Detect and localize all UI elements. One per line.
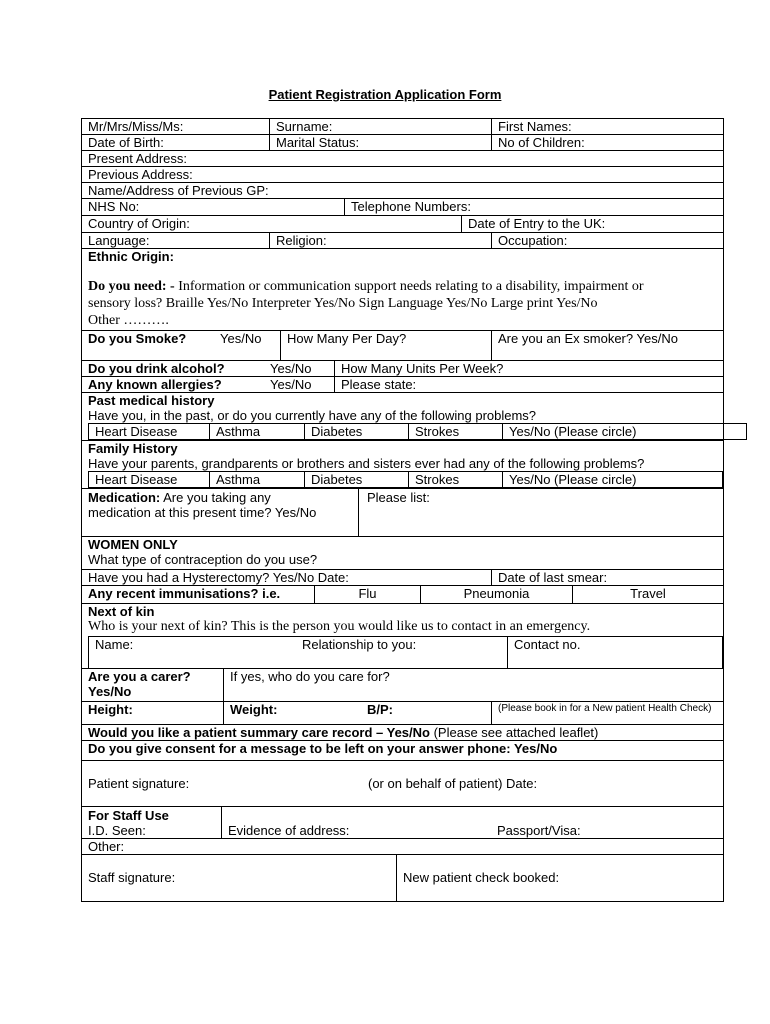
registration-form [81,118,724,902]
medication-list-field[interactable]: Please list: [358,489,723,536]
carer-label: Are you a carer? [88,669,191,684]
row-summary-care [82,725,723,741]
pneumonia-option[interactable]: Pneumonia [420,586,572,603]
row-medication [82,489,723,537]
smoke-yes-no[interactable]: Yes/No [220,331,262,346]
allergies-state-field[interactable]: Please state: [334,377,723,392]
other-field[interactable]: Other: [88,839,125,854]
family-heart-disease[interactable]: Heart Disease [95,472,178,487]
row-previous-address [82,167,723,183]
height-field[interactable]: Height: [88,702,133,717]
next-of-kin-question: Who is your next of kin? This is the person you would like us to contact in an emergency. [88,619,591,634]
immunisations-label: Any recent immunisations? i.e. [88,586,281,601]
ethnic-origin-label[interactable]: Ethnic Origin: [88,249,174,264]
row-consent [82,741,723,761]
flu-option[interactable]: Flu [314,586,420,603]
kin-name-field[interactable]: Name: [95,637,134,652]
allergies-label: Any known allergies? [88,377,222,392]
medication-label: Medication: [88,490,161,505]
previous-address-field[interactable]: Previous Address: [88,167,193,182]
support-needs-line-1 [88,279,719,295]
row-country [82,216,723,233]
row-allergies [82,377,723,393]
staff-use-heading: For Staff Use [88,808,169,823]
family-strokes[interactable]: Strokes [408,472,502,487]
family-history-heading: Family History [88,441,178,456]
contraception-question[interactable]: What type of contraception do you use? [88,552,318,567]
occupation-field[interactable]: Occupation: [491,233,723,248]
nhs-number-field[interactable]: NHS No: [88,199,140,214]
support-needs-line-2[interactable]: sensory loss? Braille Yes/No Interpreter Yes/No Sign Language Yes/No Large print Yes/No [88,296,598,311]
past-yes-no-circle[interactable]: Yes/No (Please circle) [502,424,746,439]
country-origin-field[interactable]: Country of Origin: [88,216,190,231]
row-staff-use [82,807,723,839]
signature-date-field[interactable]: (or on behalf of patient) Date: [368,776,538,791]
row-carer [82,669,723,702]
alcohol-yes-no[interactable]: Yes/No [270,361,312,376]
summary-care-label: Would you like a patient summary care record – Yes/No [88,725,430,740]
health-check-note: (Please book in for a New patient Health Check) [491,702,723,724]
first-names-field[interactable]: First Names: [491,119,723,134]
kin-contact-field[interactable]: Contact no. [507,637,722,669]
kin-relationship-field[interactable]: Relationship to you: [302,637,417,652]
row-other [82,839,723,855]
surname-field[interactable]: Surname: [269,119,491,134]
row-women-only [82,537,723,570]
language-field[interactable]: Language: [88,233,150,248]
next-of-kin-heading: Next of kin [88,604,155,619]
care-for-field[interactable]: If yes, who do you care for? [223,669,723,701]
summary-care-leaflet: (Please see attached leaflet) [429,725,599,740]
family-history-question: Have your parents, grandparents or brothers and sisters ever had any of the following problems? [88,456,645,471]
row-smoke [82,331,723,361]
row-previous-gp [82,183,723,199]
row-family-history [82,441,723,489]
need-text-1: Information or communication support needs relating to a disability, impairment or [174,279,644,294]
check-booked-field[interactable]: New patient check booked: [396,855,723,901]
smoke-per-day-field[interactable]: How Many Per Day? [280,331,491,360]
medication-question [82,489,358,536]
passport-visa-field[interactable]: Passport/Visa: [497,823,581,838]
answerphone-consent[interactable]: Do you give consent for a message to be left on your answer phone: Yes/No [88,741,558,756]
medication-q2[interactable]: medication at this present time? Yes/No [88,505,317,520]
children-field[interactable]: No of Children: [491,135,723,150]
row-immunisations [82,586,723,604]
date-entry-field[interactable]: Date of Entry to the UK: [461,216,723,232]
alcohol-label: Do you drink alcohol? [88,361,225,376]
women-only-heading: WOMEN ONLY [88,537,178,552]
row-present-address [82,151,723,167]
past-diabetes[interactable]: Diabetes [304,424,408,439]
smoke-label: Do you Smoke? [88,331,187,346]
past-asthma[interactable]: Asthma [209,424,304,439]
units-per-week-field[interactable]: How Many Units Per Week? [334,361,723,376]
medication-q1: Are you taking any [160,490,271,505]
family-diabetes[interactable]: Diabetes [304,472,408,487]
support-needs-other[interactable]: Other ………. [88,313,169,328]
id-seen-field[interactable]: I.D. Seen: [88,823,146,838]
weight-field[interactable]: Weight: [223,702,361,724]
title-field[interactable]: Mr/Mrs/Miss/Ms: [88,119,184,134]
row-dob [82,135,723,151]
evidence-address-field[interactable]: Evidence of address: [221,807,491,838]
family-yes-no-circle[interactable]: Yes/No (Please circle) [502,472,722,487]
row-name [82,119,723,135]
last-smear-field[interactable]: Date of last smear: [491,570,723,585]
present-address-field[interactable]: Present Address: [88,151,187,166]
past-heart-disease[interactable]: Heart Disease [95,424,178,439]
family-asthma[interactable]: Asthma [209,472,304,487]
row-patient-signature [82,761,723,807]
row-language [82,233,723,249]
marital-status-field[interactable]: Marital Status: [269,135,491,150]
past-history-question: Have you, in the past, or do you currently have any of the following problems? [88,408,537,423]
religion-field[interactable]: Religion: [269,233,491,248]
row-staff-signature [82,855,723,901]
allergies-yes-no[interactable]: Yes/No [270,377,312,392]
row-alcohol [82,361,723,377]
ex-smoker-field[interactable]: Are you an Ex smoker? Yes/No [491,331,723,360]
row-next-of-kin [82,604,723,669]
row-past-history [82,393,723,441]
past-history-heading: Past medical history [88,393,215,408]
previous-gp-field[interactable]: Name/Address of Previous GP: [88,183,269,198]
row-nhs [82,199,723,216]
carer-yes-no[interactable]: Yes/No [88,684,132,699]
travel-option[interactable]: Travel [572,586,723,603]
need-label: Do you need: - [88,279,175,294]
row-measurements [82,702,723,725]
summary-care-question[interactable] [82,725,723,740]
kin-details-grid [88,636,723,669]
bp-field[interactable]: B/P: [367,702,393,717]
row-ethnic-support [82,249,723,331]
telephone-field[interactable]: Telephone Numbers: [344,199,723,215]
staff-signature-field[interactable]: Staff signature: [88,870,176,885]
dob-field[interactable]: Date of Birth: [88,135,164,150]
family-conditions-grid [88,471,723,488]
hysterectomy-field[interactable]: Have you had a Hysterectomy? Yes/No Date: [88,570,349,585]
past-strokes[interactable]: Strokes [408,424,502,439]
past-conditions-grid [88,423,747,440]
patient-signature-field[interactable]: Patient signature: [88,776,190,791]
form-title: Patient Registration Application Form [268,87,502,102]
staff-use-block [82,807,221,838]
carer-question [82,669,223,701]
row-hysterectomy [82,570,723,586]
